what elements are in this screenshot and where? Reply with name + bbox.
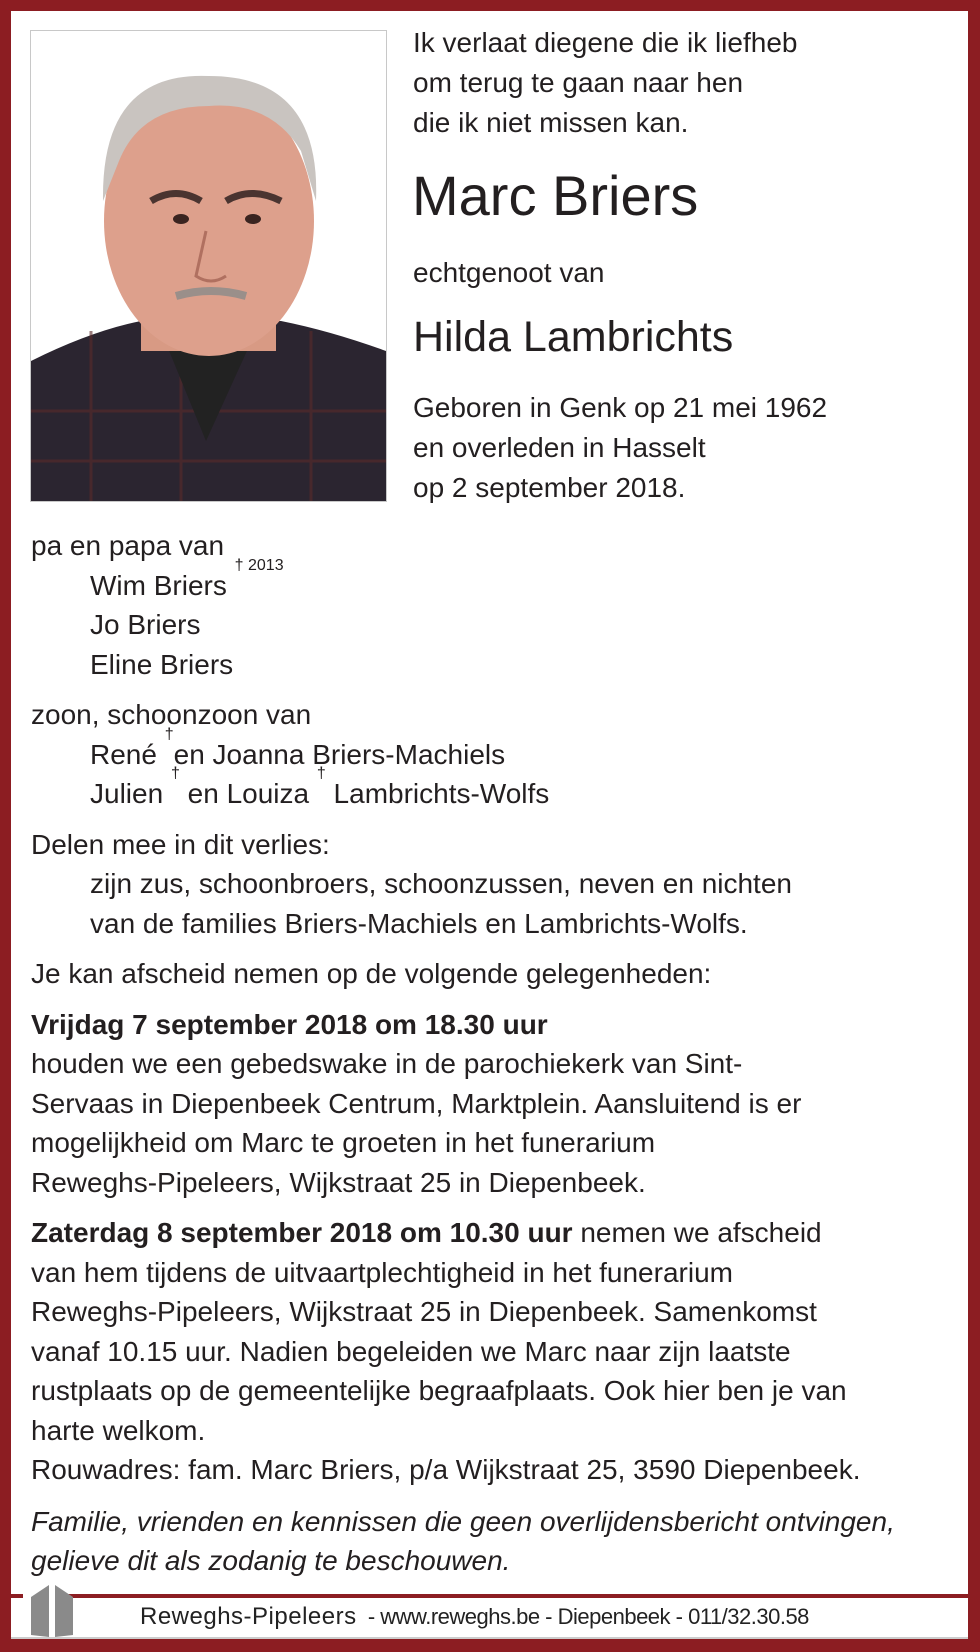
footer-rule <box>11 1637 968 1639</box>
sharing-line: zijn zus, schoonbroers, schoonzussen, neven en nichten <box>90 868 792 899</box>
birth-line: op 2 september 2018. <box>413 472 686 503</box>
notice: Familie, vrienden en kennissen die geen overlijdensbericht ontvingen, gelieve dit als zodanig te beschouwen. <box>31 1505 895 1576</box>
funeral-line: rustplaats op de gemeentelijke begraafplaats. Ook hier ben je van <box>31 1375 847 1406</box>
vigil-line: mogelijkheid om Marc te groeten in het funerarium <box>31 1127 656 1158</box>
funeral-title: Zaterdag 8 september 2018 om 10.30 uur <box>31 1217 573 1248</box>
portrait-photo <box>30 30 387 502</box>
poem <box>413 23 797 143</box>
poem-line: Ik verlaat diegene die ik liefheb <box>413 27 798 58</box>
funeral-line: Reweghs-Pipeleers, Wijkstraat 25 in Diepenbeek. Samenkomst <box>31 1296 817 1327</box>
vigil-title: Vrijdag 7 september 2018 om 18.30 uur <box>31 1008 548 1040</box>
sharing-heading: Delen mee in dit verlies: <box>31 828 330 860</box>
child-item: Jo Briers <box>90 609 201 640</box>
death-note: † 2013 <box>234 556 284 574</box>
funeral-line: van hem tijdens de uitvaartplechtigheid in het funerarium <box>31 1256 733 1288</box>
parents-heading: zoon, schoonzoon van <box>31 699 312 730</box>
funeral-line: vanaf 10.15 uur. Nadien begeleiden we Marc naar zijn laatste <box>31 1335 791 1367</box>
spouse-name: Hilda Lambrichts <box>413 313 734 361</box>
funeral-line: harte welkom. <box>31 1414 206 1446</box>
parents-line: Julien † en Louiza † Lambrichts-Wolfs <box>90 765 550 809</box>
sharing-line: van de families Briers-Machiels en Lambrichts-Wolfs. <box>90 907 748 939</box>
relation-label: echtgenoot van <box>413 257 605 288</box>
cross-icon: † <box>316 765 326 782</box>
children-heading: pa en papa van <box>31 530 225 561</box>
mourning-address: Rouwadres: fam. Marc Briers, p/a Wijkstraat 25, 3590 Diepenbeek. <box>31 1454 861 1485</box>
footer-divider <box>11 1594 23 1598</box>
vigil-line: Servaas in Diepenbeek Centrum, Marktplein. Aansluitend is er <box>31 1087 802 1119</box>
child-item: Wim Briers $^{\dagger 2013}$ <box>90 556 284 601</box>
parents-line: René †en Joanna Briers-Machiels <box>90 725 506 770</box>
cross-icon: † <box>170 765 180 782</box>
cross-icon: † <box>164 725 174 743</box>
birth-death-info <box>413 388 827 508</box>
birth-line: en overleden in Hasselt <box>413 432 706 463</box>
vigil-line: houden we een gebedswake in de parochiekerk van Sint- <box>31 1048 743 1079</box>
funeral-section: Zaterdag 8 september 2018 om 10.30 uur nemen we afscheid van hem tijdens de uitvaartplechtigheid in het funerarium Reweghs-Pipeleers, Wijkstraat 25 in Diepenbeek. Samenkomst vanaf 10.15 uur. Nadien begeleiden we Marc naar zijn laatste rustplaats op de gemeentelijke begraafplaats. Ook hier ben je van harte welkom. Rouwadres: fam. Marc Briers, p/a Wijkstraat 25, 3590 Diepenbeek. <box>31 1213 895 1490</box>
poem-line: om terug te gaan naar hen <box>413 67 744 98</box>
footer-contact <box>140 1597 809 1637</box>
farewell-intro: Je kan afscheid nemen op de volgende gelegenheden: <box>31 958 712 989</box>
vigil-section <box>31 1005 895 1203</box>
deceased-name: Marc Briers <box>412 164 699 227</box>
obituary-body <box>31 526 895 1581</box>
company-name: Reweghs-Pipeleers <box>140 1603 357 1630</box>
company-logo-icon <box>28 1585 78 1637</box>
footer-details: - www.reweghs.be - Diepenbeek - 011/32.30.58 <box>356 1604 809 1629</box>
vigil-line: Reweghs-Pipeleers, Wijkstraat 25 in Diepenbeek. <box>31 1166 646 1198</box>
birth-line: Geboren in Genk op 21 mei 1962 <box>413 392 828 423</box>
child-item: Eline Briers <box>90 648 234 680</box>
poem-line: die ik niet missen kan. <box>413 107 689 138</box>
